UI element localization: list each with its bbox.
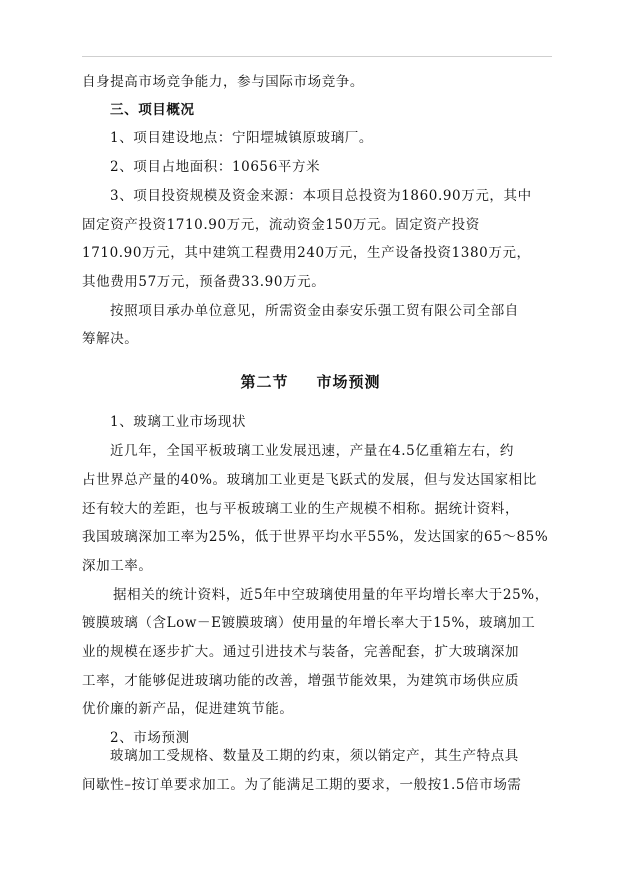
subheading-glass-industry: 1、玻璃工业市场现状 bbox=[110, 414, 247, 430]
paragraph-line: 近几年，全国平板玻璃工业发展迅速，产量在4.5亿重箱左右，约 bbox=[110, 443, 514, 459]
header-rule bbox=[82, 56, 552, 57]
paragraph-line: 占世界总产量的40%。玻璃加工业更是飞跃式的发展，但与发达国家相比 bbox=[82, 472, 537, 488]
section-name: 市场预测 bbox=[316, 373, 381, 391]
paragraph-line: 镀膜玻璃（含Low－E镀膜玻璃）使用量的年增长率大于15%，玻璃加工 bbox=[82, 615, 536, 631]
paragraph-line: 工率，才能够促进玻璃功能的改善，增强节能效果，为建筑市场供应质 bbox=[82, 673, 520, 689]
paragraph-line: 自身提高市场竞争能力，参与国际市场竞争。 bbox=[82, 74, 364, 90]
section-number: 第二节 bbox=[240, 373, 289, 391]
paragraph-line: 深加工率。 bbox=[82, 558, 153, 574]
paragraph-line: 2、项目占地面积：10656平方米 bbox=[110, 159, 321, 175]
paragraph-line: 优价廉的新产品，促进建筑节能。 bbox=[82, 701, 294, 717]
paragraph-line: 间歇性–按订单要求加工。为了能满足工期的要求，一般按1.5倍市场需 bbox=[82, 777, 522, 793]
paragraph-line: 我国玻璃深加工率为25%，低于世界平均水平55%，发达国家的65～85% bbox=[82, 529, 549, 545]
paragraph-line: 3、项目投资规模及资金来源：本项目总投资为1860.90万元，其中 bbox=[110, 188, 532, 204]
paragraph-line: 1、项目建设地点：宁阳堽城镇原玻璃厂。 bbox=[110, 130, 373, 146]
paragraph-line: 其他费用57万元，预备费33.90万元。 bbox=[82, 274, 326, 290]
heading-project-overview: 三、项目概况 bbox=[110, 102, 195, 118]
paragraph-line: 固定资产投资1710.90万元，流动资金150万元。固定资产投资 bbox=[82, 217, 480, 233]
paragraph-line: 据相关的统计资料，近5年中空玻璃使用量的年平均增长率大于25%， bbox=[113, 587, 549, 603]
paragraph-line: 按照项目承办单位意见，所需资金由泰安乐强工贸有限公司全部自 bbox=[110, 303, 519, 319]
paragraph-line: 筹解决。 bbox=[82, 331, 139, 347]
paragraph-line: 还有较大的差距，也与平板玻璃工业的生产规模不相称。据统计资料， bbox=[82, 501, 520, 517]
paragraph-line: 玻璃加工受规格、数量及工期的约束，须以销定产，其生产特点具 bbox=[110, 748, 519, 764]
paragraph-line: 业的规模在逐步扩大。通过引进技术与装备，完善配套，扩大玻璃深加 bbox=[82, 644, 520, 660]
section-title bbox=[0, 372, 621, 392]
subheading-market-forecast: 2、市场预测 bbox=[110, 730, 190, 746]
paragraph-line: 1710.90万元，其中建筑工程费用240万元，生产设备投资1380万元， bbox=[82, 245, 531, 261]
